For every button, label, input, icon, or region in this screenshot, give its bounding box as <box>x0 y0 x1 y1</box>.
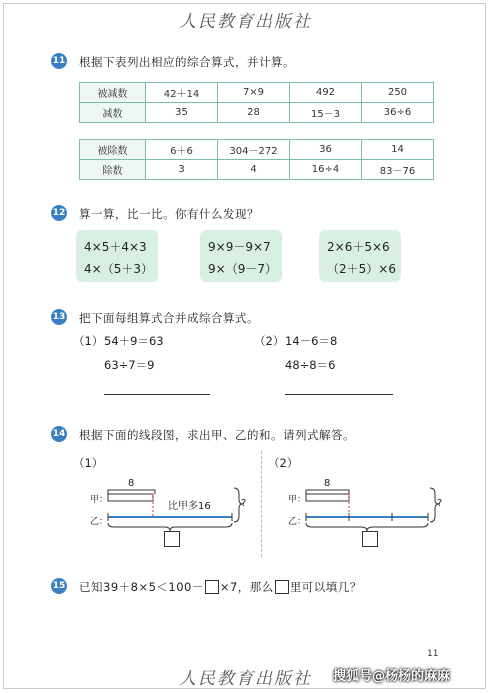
table-cell: 15－3 <box>290 103 362 123</box>
expression: 9×（9－7） <box>208 262 277 276</box>
diagram-divider <box>261 451 262 557</box>
diagram1-note: 比甲多16 <box>168 501 211 512</box>
table-cell: 28 <box>218 103 290 123</box>
table-cell: 被除数 <box>80 140 146 160</box>
blank-box[interactable] <box>205 580 219 594</box>
table-cell: 304－272 <box>218 140 290 160</box>
table-row <box>80 140 434 160</box>
q11-table-subtraction <box>79 82 434 123</box>
expression: 4×5＋4×3 <box>84 240 147 254</box>
table-cell: 492 <box>290 83 362 103</box>
expression: 2×6＋5×6 <box>327 240 390 254</box>
q11-prompt: 根据下表列出相应的综合算式，并计算。 <box>79 55 295 69</box>
table-cell: 250 <box>362 83 434 103</box>
q15-part3: 里可以填几？ <box>289 580 362 594</box>
table-cell: 3 <box>146 160 218 180</box>
question-badge-15: 15 <box>51 578 67 594</box>
footer-publisher: 人民教育出版社 <box>179 669 312 689</box>
q11-table-division <box>79 139 434 180</box>
q13-group1-label: （1） <box>73 334 104 348</box>
q13-group2-line2: 48÷8＝6 <box>285 358 336 372</box>
table-cell: 35 <box>146 103 218 123</box>
watermark: 搜狐号@杨杨的麻麻 <box>333 669 451 684</box>
question-badge-11: 11 <box>51 53 67 69</box>
table-cell: 36 <box>290 140 362 160</box>
expression: 9×9－9×7 <box>208 240 271 254</box>
q13-group1-line2: 63÷7＝9 <box>104 358 155 372</box>
table-row <box>80 160 434 180</box>
q15-part2: ×7，那么 <box>219 580 274 594</box>
q13-prompt: 把下面每组算式合并成综合算式。 <box>79 311 259 325</box>
table-row <box>80 83 434 103</box>
diagram2-yi-label: 乙： <box>288 517 307 527</box>
q15-part1: 已知39＋8×5＜100－ <box>79 580 204 594</box>
diagram1-jia-label: 甲： <box>90 495 109 505</box>
table-cell: 16÷4 <box>290 160 362 180</box>
answer-box[interactable] <box>164 531 180 547</box>
q12-prompt: 算一算，比一比。你有什么发现？ <box>79 207 259 221</box>
blank-box[interactable] <box>275 580 289 594</box>
table-cell: 36÷6 <box>362 103 434 123</box>
diagram1-yi-label: 乙： <box>90 517 109 527</box>
table-cell: 被减数 <box>80 83 146 103</box>
diagram2-jia-label: 甲： <box>288 495 307 505</box>
diagram1-label: （1） <box>73 456 104 470</box>
diagram2-question-mark: ? <box>437 498 443 509</box>
q14-prompt: 根据下面的线段图，求出甲、乙的和。请列式解答。 <box>79 428 355 442</box>
q13-group2-line1: 14－6＝8 <box>285 334 338 348</box>
table-cell: 7×9 <box>218 83 290 103</box>
answer-line <box>285 394 393 395</box>
answer-box[interactable] <box>362 531 378 547</box>
table-cell: 83－76 <box>362 160 434 180</box>
q12-box-2 <box>200 230 282 282</box>
header-publisher: 人民教育出版社 <box>179 12 312 32</box>
q15-prompt <box>79 579 362 595</box>
expression: 4×（5＋3） <box>84 262 153 276</box>
question-badge-14: 14 <box>51 426 67 442</box>
table-cell: 减数 <box>80 103 146 123</box>
question-badge-13: 13 <box>51 309 67 325</box>
answer-line <box>104 394 210 395</box>
table-cell: 4 <box>218 160 290 180</box>
diagram1-top-value: 8 <box>128 478 135 489</box>
table-cell: 6＋6 <box>146 140 218 160</box>
table-cell: 除数 <box>80 160 146 180</box>
page-number: 11 <box>427 649 439 659</box>
question-badge-12: 12 <box>51 205 67 221</box>
expression: （2＋5）×6 <box>327 262 396 276</box>
q13-group2-label: （2） <box>254 334 285 348</box>
table-row <box>80 103 434 123</box>
diagram2-top-value: 8 <box>324 478 331 489</box>
diagram1-question-mark: ? <box>241 498 247 509</box>
q13-group1-line1: 54＋9＝63 <box>104 334 164 348</box>
table-cell: 42＋14 <box>146 83 218 103</box>
q12-box-1 <box>76 230 158 282</box>
table-cell: 14 <box>362 140 434 160</box>
q12-box-3 <box>319 230 401 282</box>
diagram2-label: （2） <box>268 456 299 470</box>
